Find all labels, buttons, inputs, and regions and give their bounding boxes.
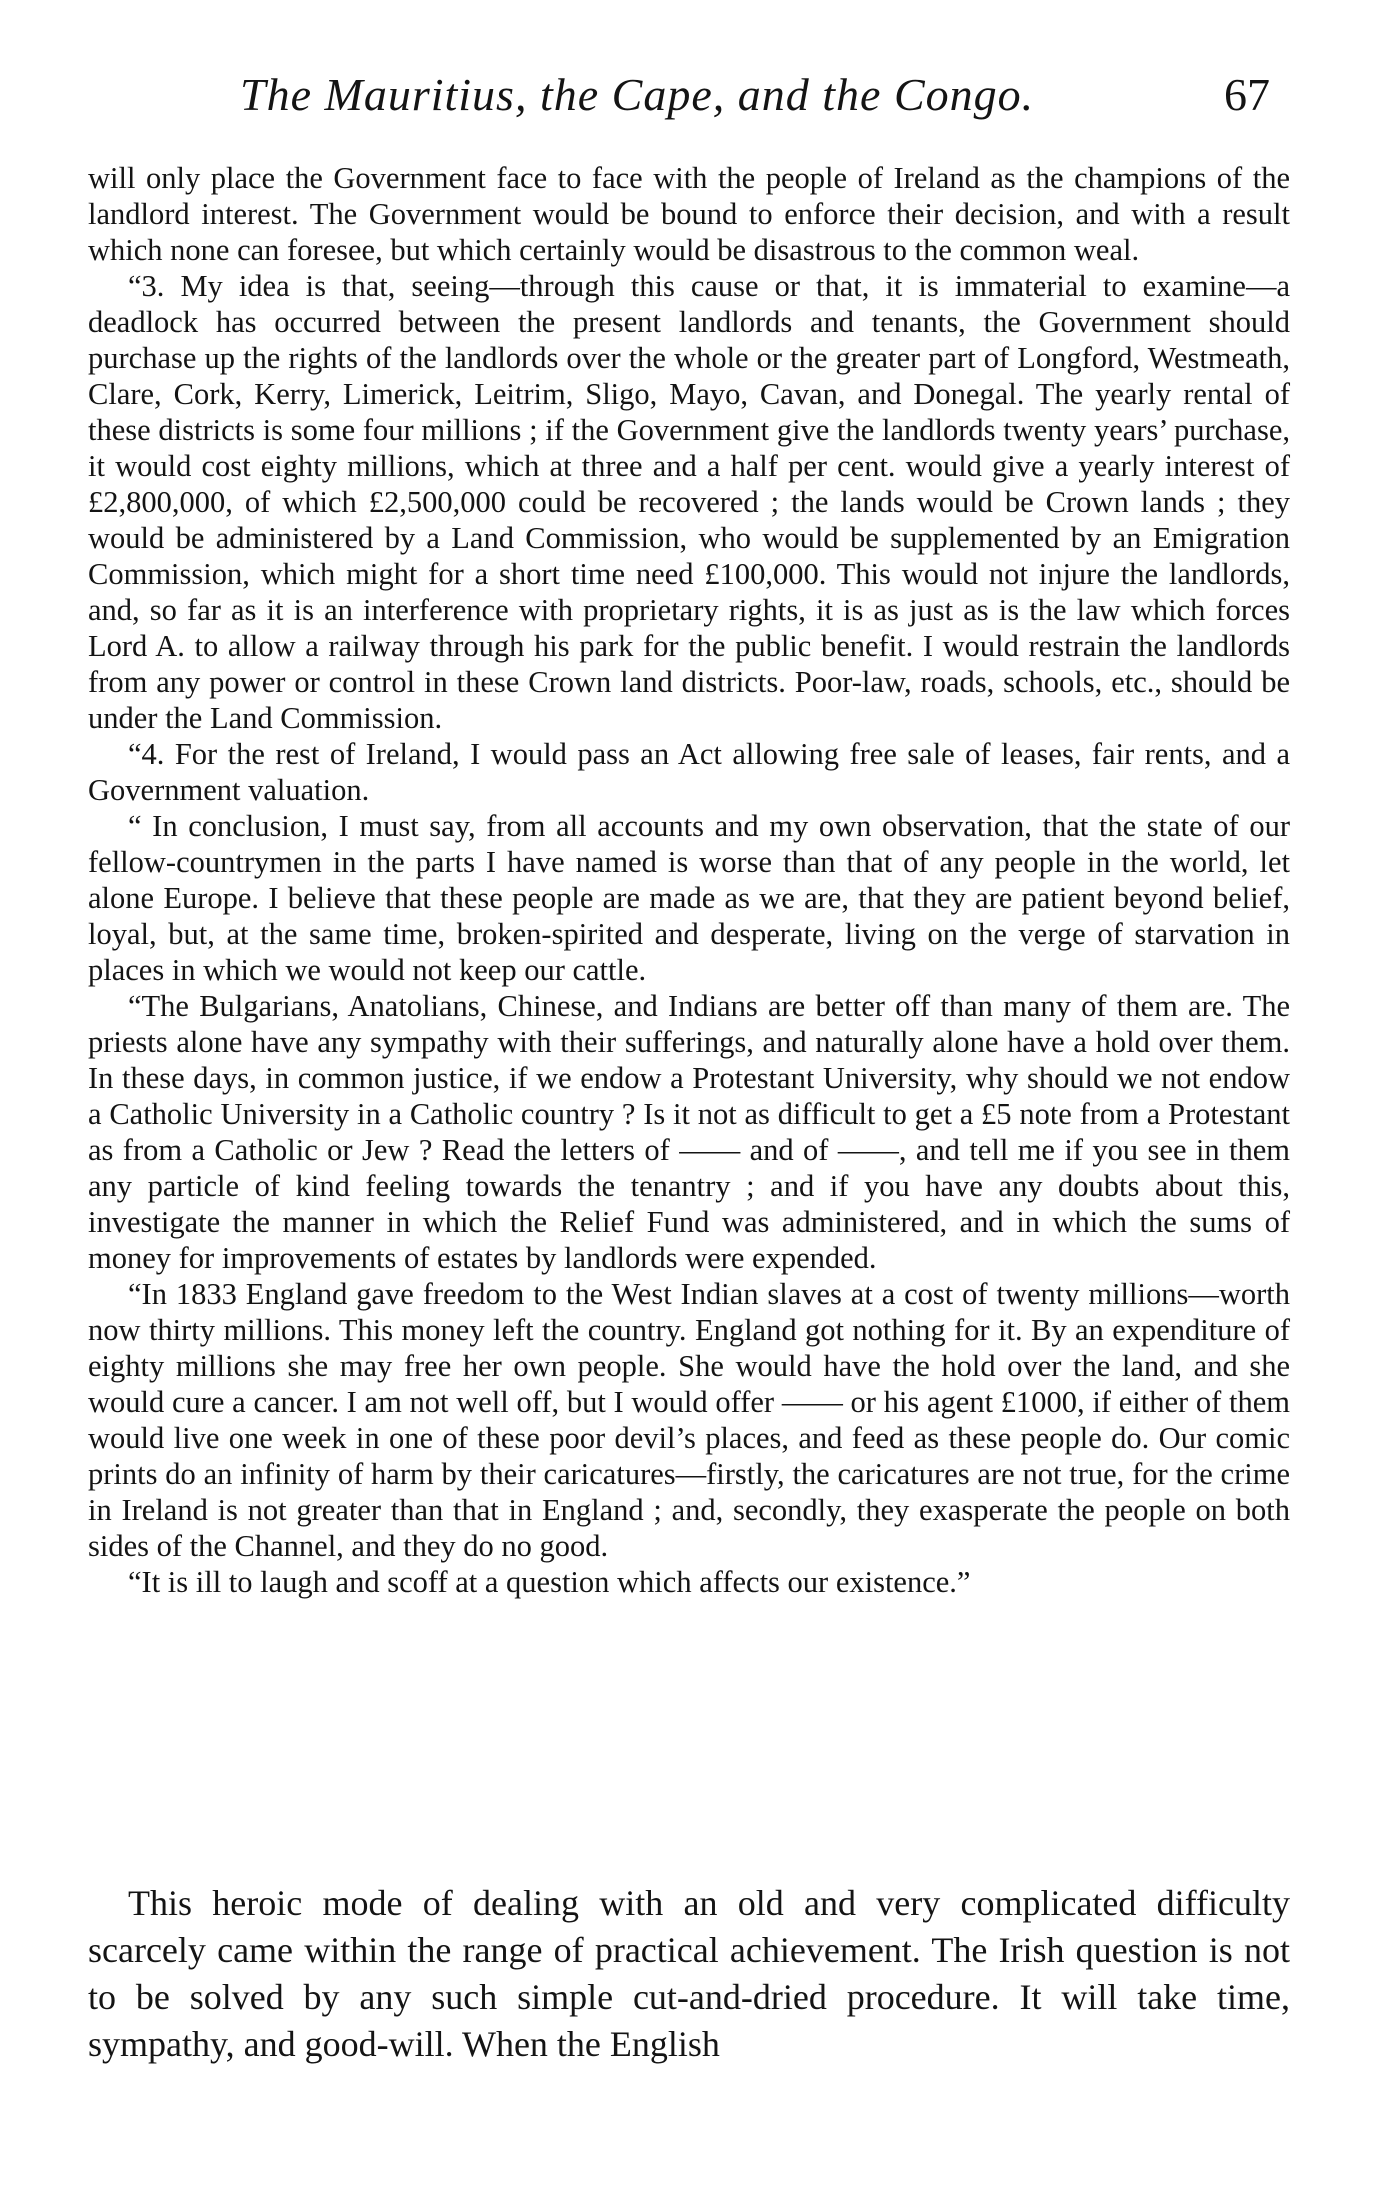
closing-paragraph: This heroic mode of dealing with an old and very complicated difficulty scarcely came within the range of practical achievement. The Irish question is not to be solved by any such simple cut-and-dried procedure. It will take time, sympathy, and good-will. When the English <box>88 1883 1290 2064</box>
paragraph-conclusion: “ In conclusion, I must say, from all accounts and my own observation, that the state of our fellow-countrymen in the parts I have named is worse than that of any people in the world, let alone Europe. I believe that these people are made as we are, that they are patient beyond belief, loyal, but, at the same time, broken-spirited and desperate, living on the verge of starvation in places in which we would not keep our cattle. <box>88 809 1290 987</box>
paragraph-point-3: “3. My idea is that, seeing—through this cause or that, it is immaterial to examine—a deadlock has occurred between the present landlords and tenants, the Government should purchase up the rights of the landlords over the whole or the greater part of Longford, Westmeath, Clare, Cork, Kerry, Limerick, Leitrim, Sligo, Mayo, Cavan, and Donegal. The yearly rental of these districts is some four millions ; if the Government give the landlords twenty years’ purchase, it would cost eighty millions, which at three and a half per cent. would give a yearly interest of £2,800,000, of which £2,500,000 could be recovered ; the lands would be Crown lands ; they would be administered by a Land Commission, who would be supplemented by an Emigration Commission, which might for a short time need £100,000. This would not injure the landlords, and, so far as it is an interference with proprietary rights, it is as just as is the law which forces Lord A. to allow a railway through his park for the public benefit. I would restrain the landlords from any power or control in these Crown land districts. Poor-law, roads, schools, etc., should be under the Land Commission. <box>88 269 1290 735</box>
running-title: The Mauritius, the Cape, and the Congo. <box>240 69 1035 120</box>
paragraph-point-4: “4. For the rest of Ireland, I would pass an Act allowing free sale of leases, fair rents, and a Government valuation. <box>88 737 1290 807</box>
closing-commentary <box>88 1880 1290 2068</box>
paragraph-continued: will only place the Government face to face with the people of Ireland as the champions of the landlord interest. The Government would be bound to enforce their decision, and with a result which none can foresee, but which certainly would be disastrous to the common weal. <box>88 161 1290 267</box>
paragraph-final-quote: “It is ill to laugh and scoff at a question which affects our existence.” <box>128 1565 971 1599</box>
page-header <box>240 68 1270 128</box>
page-number: 67 <box>1224 69 1270 120</box>
paragraph-bulgarians: “The Bulgarians, Anatolians, Chinese, and Indians are better off than many of them are. The priests alone have any sympathy with their sufferings, and naturally alone have a hold over them. In these days, in common justice, if we endow a Protestant University, why should we not endow a Catholic University in a Catholic country ? Is it not as difficult to get a £5 note from a Protestant as from a Catholic or Jew ? Read the letters of —— and of ——, and tell me if you see in them any particle of kind feeling towards the tenantry ; and if you have any doubts about this, investigate the manner in which the Relief Fund was administered, and in which the sums of money for improvements of estates by landlords were expended. <box>88 989 1290 1275</box>
paragraph-1833: “In 1833 England gave freedom to the West Indian slaves at a cost of twenty millions—worth now thirty millions. This money left the country. England got nothing for it. By an expenditure of eighty millions she may free her own people. She would have the hold over the land, and she would cure a cancer. I am not well off, but I would offer —— or his agent £1000, if either of them would live one week in one of these poor devil’s places, and feed as these people do. Our comic prints do an infinity of harm by their caricatures—firstly, the caricatures are not true, for the crime in Ireland is not greater than that in England ; and, secondly, they exasperate the people on both sides of the Channel, and they do no good. <box>88 1277 1290 1563</box>
quoted-letter-text <box>88 160 1290 1600</box>
